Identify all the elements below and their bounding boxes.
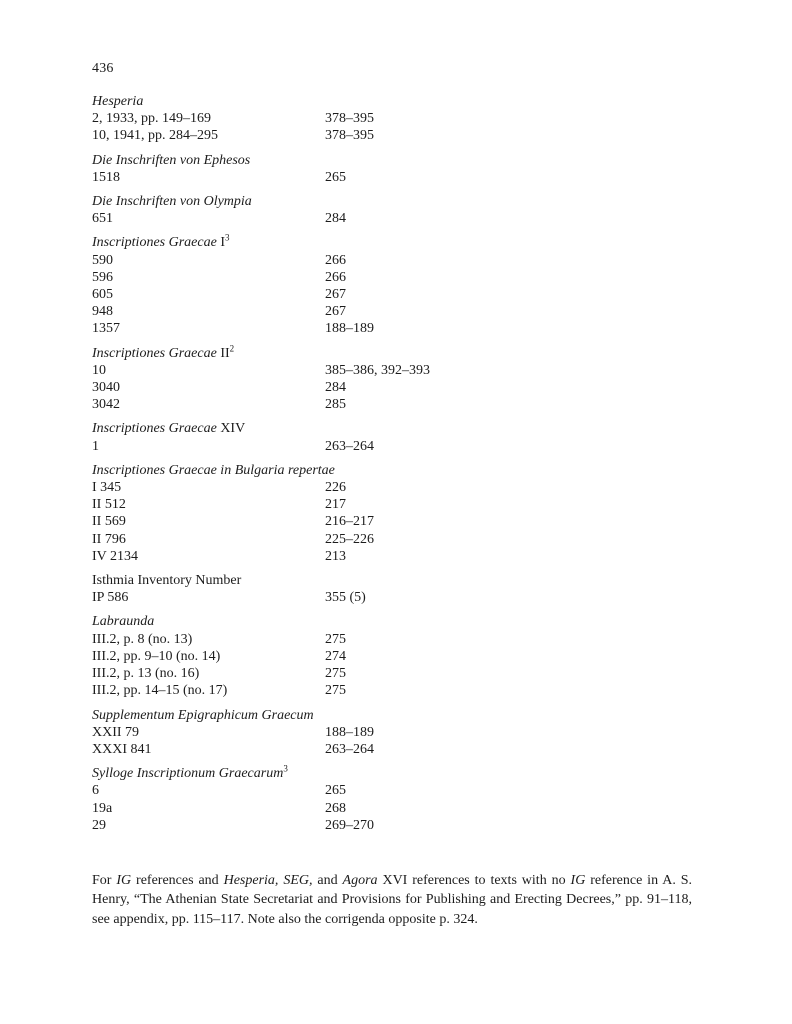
reference-id: III.2, p. 8 (no. 13) [92,631,193,647]
reference-pages: 275 [325,666,346,682]
reference-row [92,589,712,606]
reference-pages: 265 [325,169,346,185]
section-heading [92,234,712,251]
reference-row [92,252,712,269]
section-heading [92,342,712,362]
reference-pages: 216–217 [325,514,374,530]
reference-pages: 378–395 [325,111,374,127]
section-heading-text: Inscriptiones Graecae [92,235,217,251]
reference-pages: 267 [325,304,346,320]
reference-pages: 266 [325,252,346,268]
reference-section [92,707,712,759]
section-heading-text: Sylloge Inscriptionum Graecarum [92,766,284,782]
reference-id: 605 [92,287,113,303]
reference-section [92,152,712,186]
reference-section [92,193,712,227]
reference-pages: 265 [325,783,346,799]
section-heading-text: Supplementum Epigraphicum Graecum [92,707,314,723]
reference-row [92,548,712,565]
page-content [92,60,712,943]
reference-pages: 188–189 [325,724,374,740]
reference-id: 2, 1933, pp. 149–169 [92,111,211,127]
reference-row [92,438,712,455]
section-heading-text: II [216,345,230,361]
footnote-text: reference in A. S. Henry, “The Athenian State Secretariat and Provisions for Publishing and Erecting Decrees,” pp. 91–118, see appendix, pp. 115–117. Note also the corrigenda opposite p. 324. [92,872,693,927]
footnote-text: references and [131,872,224,888]
reference-row [92,362,712,379]
reference-id: 10 [92,362,106,378]
reference-row [92,800,712,817]
footnote-text: For [92,872,117,888]
section-heading [92,707,712,724]
reference-row [92,127,712,144]
reference-row [92,513,712,530]
section-heading-text: Inscriptiones Graecae in Bulgaria repertae [92,462,335,478]
reference-pages: 266 [325,269,346,285]
reference-id: 29 [92,817,106,833]
reference-pages: 267 [325,287,346,303]
reference-id: 6 [92,783,99,799]
reference-row [92,169,712,186]
section-heading-text: Isthmia Inventory Number [92,573,242,589]
reference-row [92,110,712,127]
footnote-text: IG [116,872,132,888]
reference-id: 948 [92,304,113,320]
reference-id: 1357 [92,321,120,337]
reference-pages: 284 [325,211,346,227]
reference-pages: 217 [325,497,346,513]
section-heading [92,572,712,589]
reference-row [92,682,712,699]
reference-section [92,420,712,454]
section-heading-text: XIV [216,421,246,437]
reference-row [92,817,712,834]
reference-row [92,210,712,227]
reference-pages: 213 [325,548,346,564]
reference-id: 1 [92,438,99,454]
reference-row [92,303,712,320]
footnote-text: Hesperia, SEG, [223,872,313,888]
reference-id: 3042 [92,397,120,413]
reference-row [92,496,712,513]
section-heading-text: I [216,235,225,251]
reference-row [92,741,712,758]
reference-pages: 274 [325,648,346,664]
reference-section [92,613,712,699]
footnote-text: and [312,872,343,888]
reference-id: 596 [92,269,113,285]
footnote-text: Agora [342,872,378,888]
reference-id: IV 2134 [92,548,139,564]
reference-pages: 269–270 [325,817,374,833]
reference-row [92,724,712,741]
reference-row [92,648,712,665]
section-heading-text: Hesperia [92,94,144,109]
section-heading-text: Inscriptiones Graecae [92,345,217,361]
reference-id: XXXI 841 [92,741,152,757]
reference-row [92,531,712,548]
reference-id: 19a [92,800,113,816]
reference-id: II 512 [92,497,126,513]
section-heading-text: 2 [229,342,235,353]
reference-id: III.2, pp. 9–10 (no. 14) [92,648,221,664]
reference-section [92,234,712,337]
footnote [92,871,692,930]
section-heading-text: Die Inschriften von Ephesos [92,152,251,168]
reference-id: 651 [92,211,113,227]
reference-section [92,572,712,606]
reference-list [92,93,712,834]
footnote-text: IG [570,872,586,888]
section-heading [92,193,712,210]
reference-section [92,93,712,145]
reference-section [92,765,712,834]
section-heading [92,613,712,630]
reference-pages: 355 (5) [325,590,366,606]
reference-pages: 285 [325,397,346,413]
reference-row [92,379,712,396]
section-heading [92,93,712,110]
section-heading [92,462,712,479]
section-heading-text: 3 [283,763,288,774]
reference-section [92,462,712,565]
reference-pages: 284 [325,380,346,396]
section-heading [92,765,712,782]
reference-id: II 569 [92,514,126,530]
reference-id: IP 586 [92,590,129,606]
reference-id: XXII 79 [92,724,140,740]
reference-id: 1518 [92,169,120,185]
reference-pages: 225–226 [325,531,374,547]
reference-id: 3040 [92,380,120,396]
reference-pages: 275 [325,631,346,647]
reference-row [92,665,712,682]
reference-pages: 188–189 [325,321,374,337]
section-heading-text: Die Inschriften von Olympia [92,194,252,210]
reference-pages: 263–264 [325,741,374,757]
section-heading [92,152,712,169]
reference-row [92,631,712,648]
footnote-text: XVI references to texts with no [377,872,571,888]
reference-id: I 345 [92,480,122,496]
reference-row [92,269,712,286]
reference-section [92,342,712,414]
reference-pages: 275 [325,683,346,699]
page-number: 436 [92,61,114,76]
reference-row [92,320,712,337]
reference-pages: 226 [325,480,346,496]
reference-pages: 378–395 [325,128,374,144]
reference-row [92,782,712,799]
reference-row [92,286,712,303]
reference-id: 10, 1941, pp. 284–295 [92,128,218,144]
reference-row [92,396,712,413]
reference-row [92,479,712,496]
reference-id: III.2, p. 13 (no. 16) [92,666,200,682]
section-heading-text: 3 [224,232,230,243]
reference-id: III.2, pp. 14–15 (no. 17) [92,683,228,699]
reference-pages: 263–264 [325,438,374,454]
reference-id: II 796 [92,531,126,547]
reference-id: 590 [92,252,113,268]
reference-pages: 268 [325,800,346,816]
reference-pages: 385–386, 392–393 [325,362,430,378]
section-heading-text: Labraunda [92,614,155,630]
section-heading [92,420,712,437]
section-heading-text: Inscriptiones Graecae [92,421,217,437]
